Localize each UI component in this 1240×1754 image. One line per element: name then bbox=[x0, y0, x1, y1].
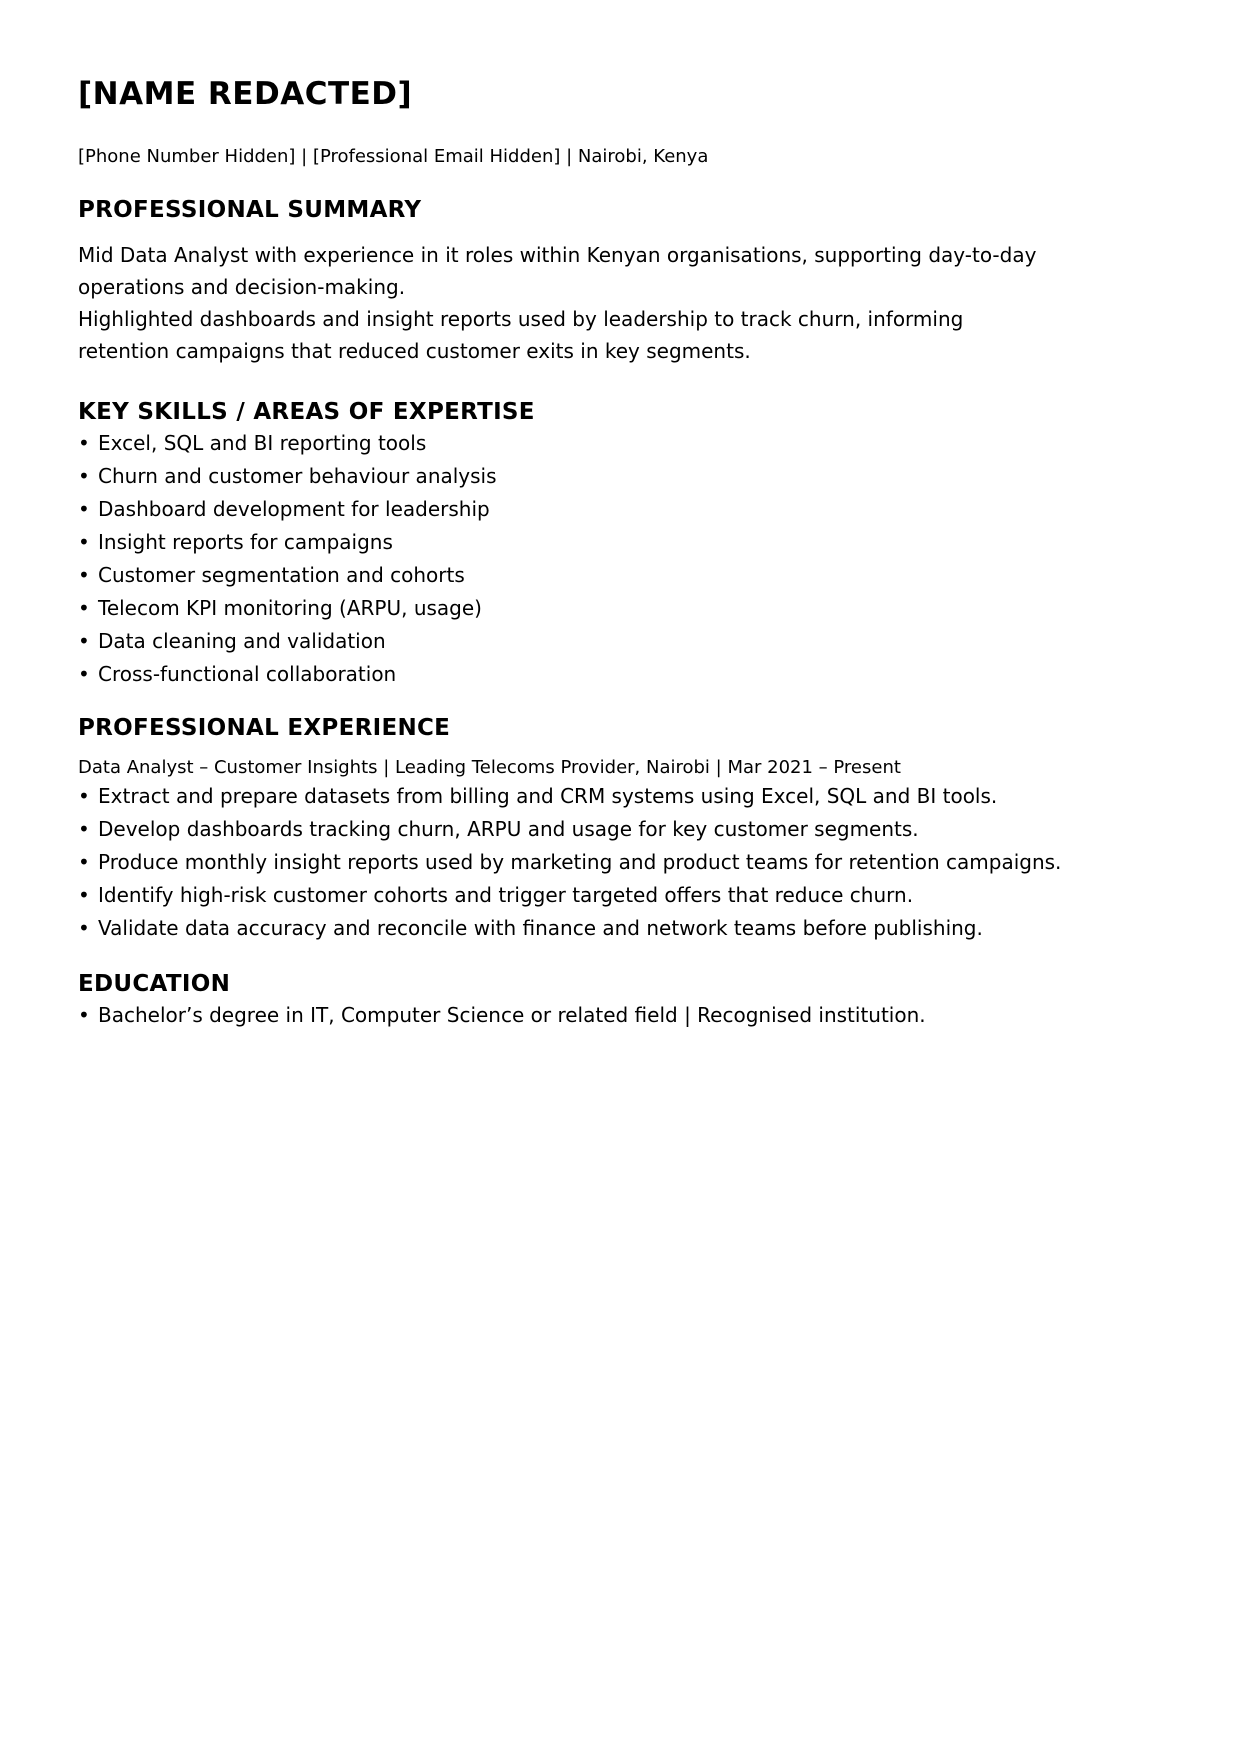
bullet-icon bbox=[78, 879, 98, 912]
experience-item bbox=[78, 912, 1162, 945]
section-heading-professional-summary: PROFESSIONAL SUMMARY bbox=[78, 197, 422, 223]
candidate-name: [NAME REDACTED] bbox=[78, 76, 413, 112]
skill-item-text: Excel, SQL and BI reporting tools bbox=[98, 431, 427, 455]
section-heading-professional-experience: PROFESSIONAL EXPERIENCE bbox=[78, 715, 451, 741]
bullet-icon bbox=[78, 460, 98, 493]
skill-item bbox=[78, 592, 1162, 625]
summary-line: retention campaigns that reduced customer exits in key segments. bbox=[78, 339, 751, 363]
experience-item-text: Extract and prepare datasets from billing and CRM systems using Excel, SQL and BI tools. bbox=[98, 784, 998, 808]
skill-item bbox=[78, 427, 1162, 460]
experience-item-text: Identify high-risk customer cohorts and trigger targeted offers that reduce churn. bbox=[98, 883, 914, 907]
bullet-icon bbox=[78, 559, 98, 592]
experience-item bbox=[78, 780, 1162, 813]
summary-line: Mid Data Analyst with experience in it roles within Kenyan organisations, supporting day-to-day bbox=[78, 243, 1037, 267]
skills-list bbox=[78, 427, 1162, 691]
skill-item bbox=[78, 658, 1162, 691]
skill-item bbox=[78, 493, 1162, 526]
experience-item-text: Produce monthly insight reports used by marketing and product teams for retention campaigns. bbox=[98, 850, 1062, 874]
education-item-text: Bachelor’s degree in IT, Computer Science or related field | Recognised institution. bbox=[98, 1003, 926, 1027]
education-item bbox=[78, 999, 1162, 1032]
bullet-icon bbox=[78, 592, 98, 625]
skill-item-text: Churn and customer behaviour analysis bbox=[98, 464, 497, 488]
bullet-icon bbox=[78, 427, 98, 460]
experience-item-text: Develop dashboards tracking churn, ARPU and usage for key customer segments. bbox=[98, 817, 919, 841]
experience-item-text: Validate data accuracy and reconcile with finance and network teams before publishing. bbox=[98, 916, 983, 940]
bullet-icon bbox=[78, 912, 98, 945]
skill-item-text: Dashboard development for leadership bbox=[98, 497, 490, 521]
skill-item-text: Customer segmentation and cohorts bbox=[98, 563, 465, 587]
skill-item-text: Cross-functional collaboration bbox=[98, 662, 397, 686]
section-heading-education: EDUCATION bbox=[78, 971, 231, 997]
education-list bbox=[78, 999, 1162, 1032]
summary-line: Highlighted dashboards and insight reports used by leadership to track churn, informing bbox=[78, 307, 964, 331]
skill-item bbox=[78, 460, 1162, 493]
bullet-icon bbox=[78, 780, 98, 813]
summary-paragraph bbox=[78, 239, 1162, 367]
experience-item bbox=[78, 879, 1162, 912]
bullet-icon bbox=[78, 526, 98, 559]
experience-role-line: Data Analyst – Customer Insights | Leading Telecoms Provider, Nairobi | Mar 2021 – Present bbox=[78, 757, 901, 778]
skill-item-text: Telecom KPI monitoring (ARPU, usage) bbox=[98, 596, 482, 620]
skill-item bbox=[78, 625, 1162, 658]
bullet-icon bbox=[78, 813, 98, 846]
skill-item-text: Data cleaning and validation bbox=[98, 629, 386, 653]
bullet-icon bbox=[78, 846, 98, 879]
skill-item bbox=[78, 526, 1162, 559]
skill-item bbox=[78, 559, 1162, 592]
experience-item bbox=[78, 813, 1162, 846]
bullet-icon bbox=[78, 658, 98, 691]
section-heading-key-skills: KEY SKILLS / AREAS OF EXPERTISE bbox=[78, 399, 535, 425]
skill-item-text: Insight reports for campaigns bbox=[98, 530, 393, 554]
bullet-icon bbox=[78, 625, 98, 658]
bullet-icon bbox=[78, 493, 98, 526]
experience-list bbox=[78, 780, 1162, 945]
summary-line: operations and decision-making. bbox=[78, 275, 406, 299]
contact-line: [Phone Number Hidden] | [Professional Email Hidden] | Nairobi, Kenya bbox=[78, 146, 709, 167]
experience-item bbox=[78, 846, 1162, 879]
bullet-icon bbox=[78, 999, 98, 1032]
